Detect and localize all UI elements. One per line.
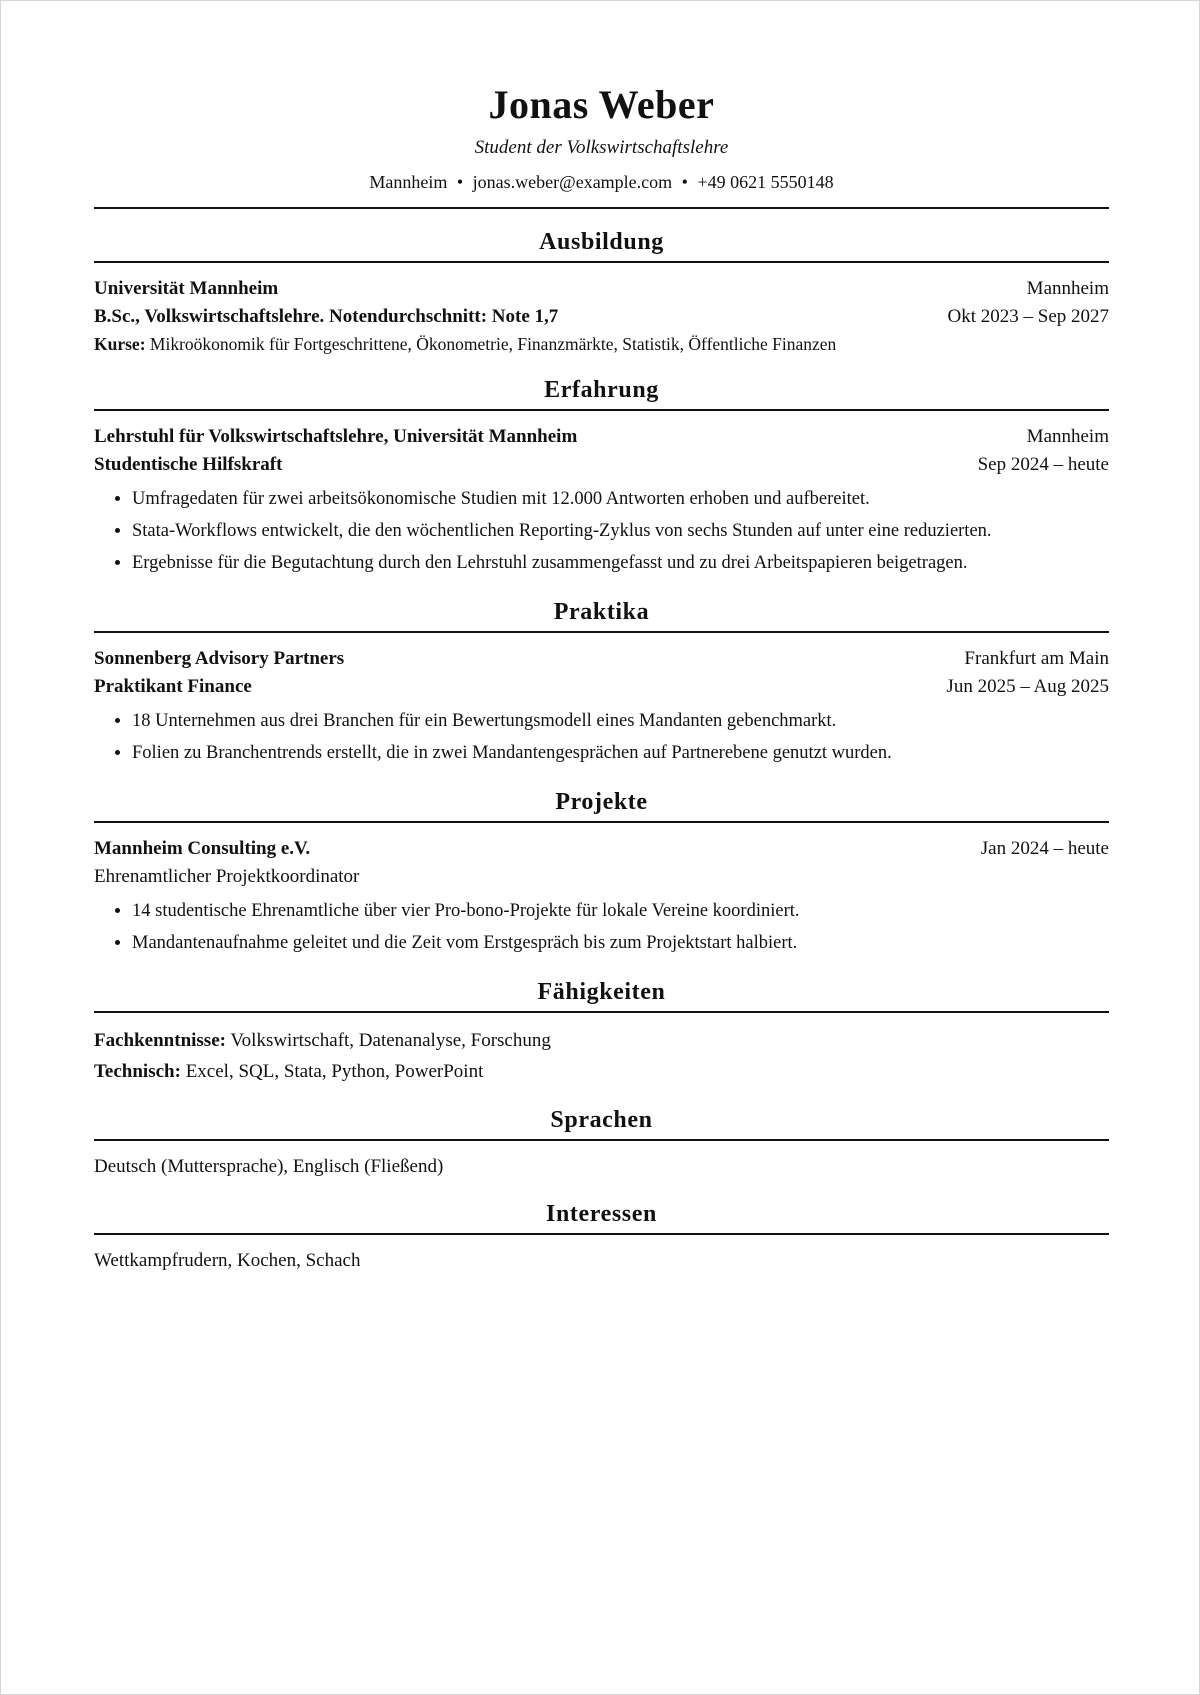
education-dates: Okt 2023 – Sep 2027	[947, 306, 1109, 327]
skills-value: Excel, SQL, Stata, Python, PowerPoint	[185, 1061, 484, 1082]
contact-line	[94, 169, 1109, 195]
section-title-internships: Praktika	[94, 597, 1109, 633]
skills-line-technical	[94, 1056, 1109, 1087]
list-item: • Folien zu Branchentrends erstellt, die in zwei Mandantengesprächen auf Partnerebene genutzt wurden.	[132, 737, 1109, 769]
project-header-row	[94, 835, 1109, 863]
candidate-name: Jonas Weber	[488, 82, 715, 127]
contact-phone: +49 0621 5550148	[697, 172, 834, 192]
skills-label: Technisch:	[94, 1061, 181, 1082]
project-role: Ehrenamtlicher Projektkoordinator	[94, 866, 360, 887]
experience-role-row	[94, 451, 1109, 479]
section-title-interests: Interessen	[94, 1199, 1109, 1235]
internship-location: Frankfurt am Main	[964, 648, 1109, 669]
section-skills	[94, 977, 1109, 1087]
education-courses-label: Kurse:	[94, 334, 146, 354]
experience-organization: Lehrstuhl für Volkswirtschaftslehre, Universität Mannheim	[94, 426, 578, 447]
internship-role: Praktikant Finance	[94, 676, 252, 697]
contact-separator: •	[456, 172, 464, 192]
education-header-row	[94, 275, 1109, 303]
section-title-experience: Erfahrung	[94, 375, 1109, 411]
experience-role: Studentische Hilfskraft	[94, 454, 283, 475]
education-courses-list: Mikroökonomik für Fortgeschrittene, Ökonometrie, Finanzmärkte, Statistik, Öffentliche Finanzen	[149, 334, 837, 354]
project-organization: Mannheim Consulting e.V.	[94, 838, 311, 859]
education-degree: B.Sc., Volkswirtschaftslehre. Notendurchschnitt: Note 1,7	[94, 306, 559, 327]
languages-text: Deutsch (Muttersprache), Englisch (Fließend)	[94, 1156, 444, 1177]
section-education	[94, 227, 1109, 357]
list-item: • 18 Unternehmen aus drei Branchen für ein Bewertungsmodell eines Mandanten gebenchmarkt.	[132, 705, 1109, 737]
section-experience	[94, 375, 1109, 579]
list-item: • Umfragedaten für zwei arbeitsökonomische Studien mit 12.000 Antworten erhoben und aufbereitet.	[132, 483, 1109, 515]
section-title-education: Ausbildung	[94, 227, 1109, 263]
section-title-projects: Projekte	[94, 787, 1109, 823]
interests-text: Wettkampfrudern, Kochen, Schach	[94, 1250, 361, 1271]
project-bullets	[94, 895, 1109, 959]
experience-bullets	[94, 483, 1109, 579]
internship-organization: Sonnenberg Advisory Partners	[94, 648, 345, 669]
project-dates: Jan 2024 – heute	[980, 838, 1109, 859]
section-interests	[94, 1199, 1109, 1275]
candidate-subtitle: Student der Volkswirtschaftslehre	[474, 137, 729, 158]
internship-role-row	[94, 673, 1109, 701]
list-item: • Mandantenaufnahme geleitet und die Zeit vom Erstgespräch bis zum Projektstart halbiert.	[132, 927, 1109, 959]
contact-city: Mannheim	[369, 172, 448, 192]
header-divider	[94, 207, 1109, 209]
skills-label: Fachkenntnisse:	[94, 1030, 226, 1051]
list-item: • Stata-Workflows entwickelt, die den wöchentlichen Reporting-Zyklus von sechs Stunden auf unter eine reduzierten.	[132, 515, 1109, 547]
list-item: • Ergebnisse für die Begutachtung durch den Lehrstuhl zusammengefasst und zu drei Arbeitspapieren beigetragen.	[132, 547, 1109, 579]
contact-email[interactable]: jonas.weber@example.com	[472, 172, 673, 192]
section-internships	[94, 597, 1109, 769]
skills-value: Volkswirtschaft, Datenanalyse, Forschung	[230, 1030, 551, 1051]
education-degree-row	[94, 303, 1109, 331]
education-institution: Universität Mannheim	[94, 278, 279, 299]
section-languages	[94, 1105, 1109, 1181]
contact-separator: •	[681, 172, 688, 192]
education-location: Mannheim	[1026, 278, 1109, 299]
list-item: • 14 studentische Ehrenamtliche über vier Pro-bono-Projekte für lokale Vereine koordiniert.	[132, 895, 1109, 927]
internship-dates: Jun 2025 – Aug 2025	[946, 676, 1109, 697]
section-title-languages: Sprachen	[94, 1105, 1109, 1141]
section-projects	[94, 787, 1109, 959]
section-title-skills: Fähigkeiten	[94, 977, 1109, 1013]
education-courses	[94, 331, 1109, 357]
experience-location: Mannheim	[1026, 426, 1109, 447]
internship-header-row	[94, 645, 1109, 673]
experience-dates: Sep 2024 – heute	[977, 454, 1109, 475]
experience-header-row	[94, 423, 1109, 451]
internship-bullets	[94, 705, 1109, 769]
skills-line-expertise	[94, 1025, 1109, 1056]
resume-content	[94, 79, 1109, 1275]
